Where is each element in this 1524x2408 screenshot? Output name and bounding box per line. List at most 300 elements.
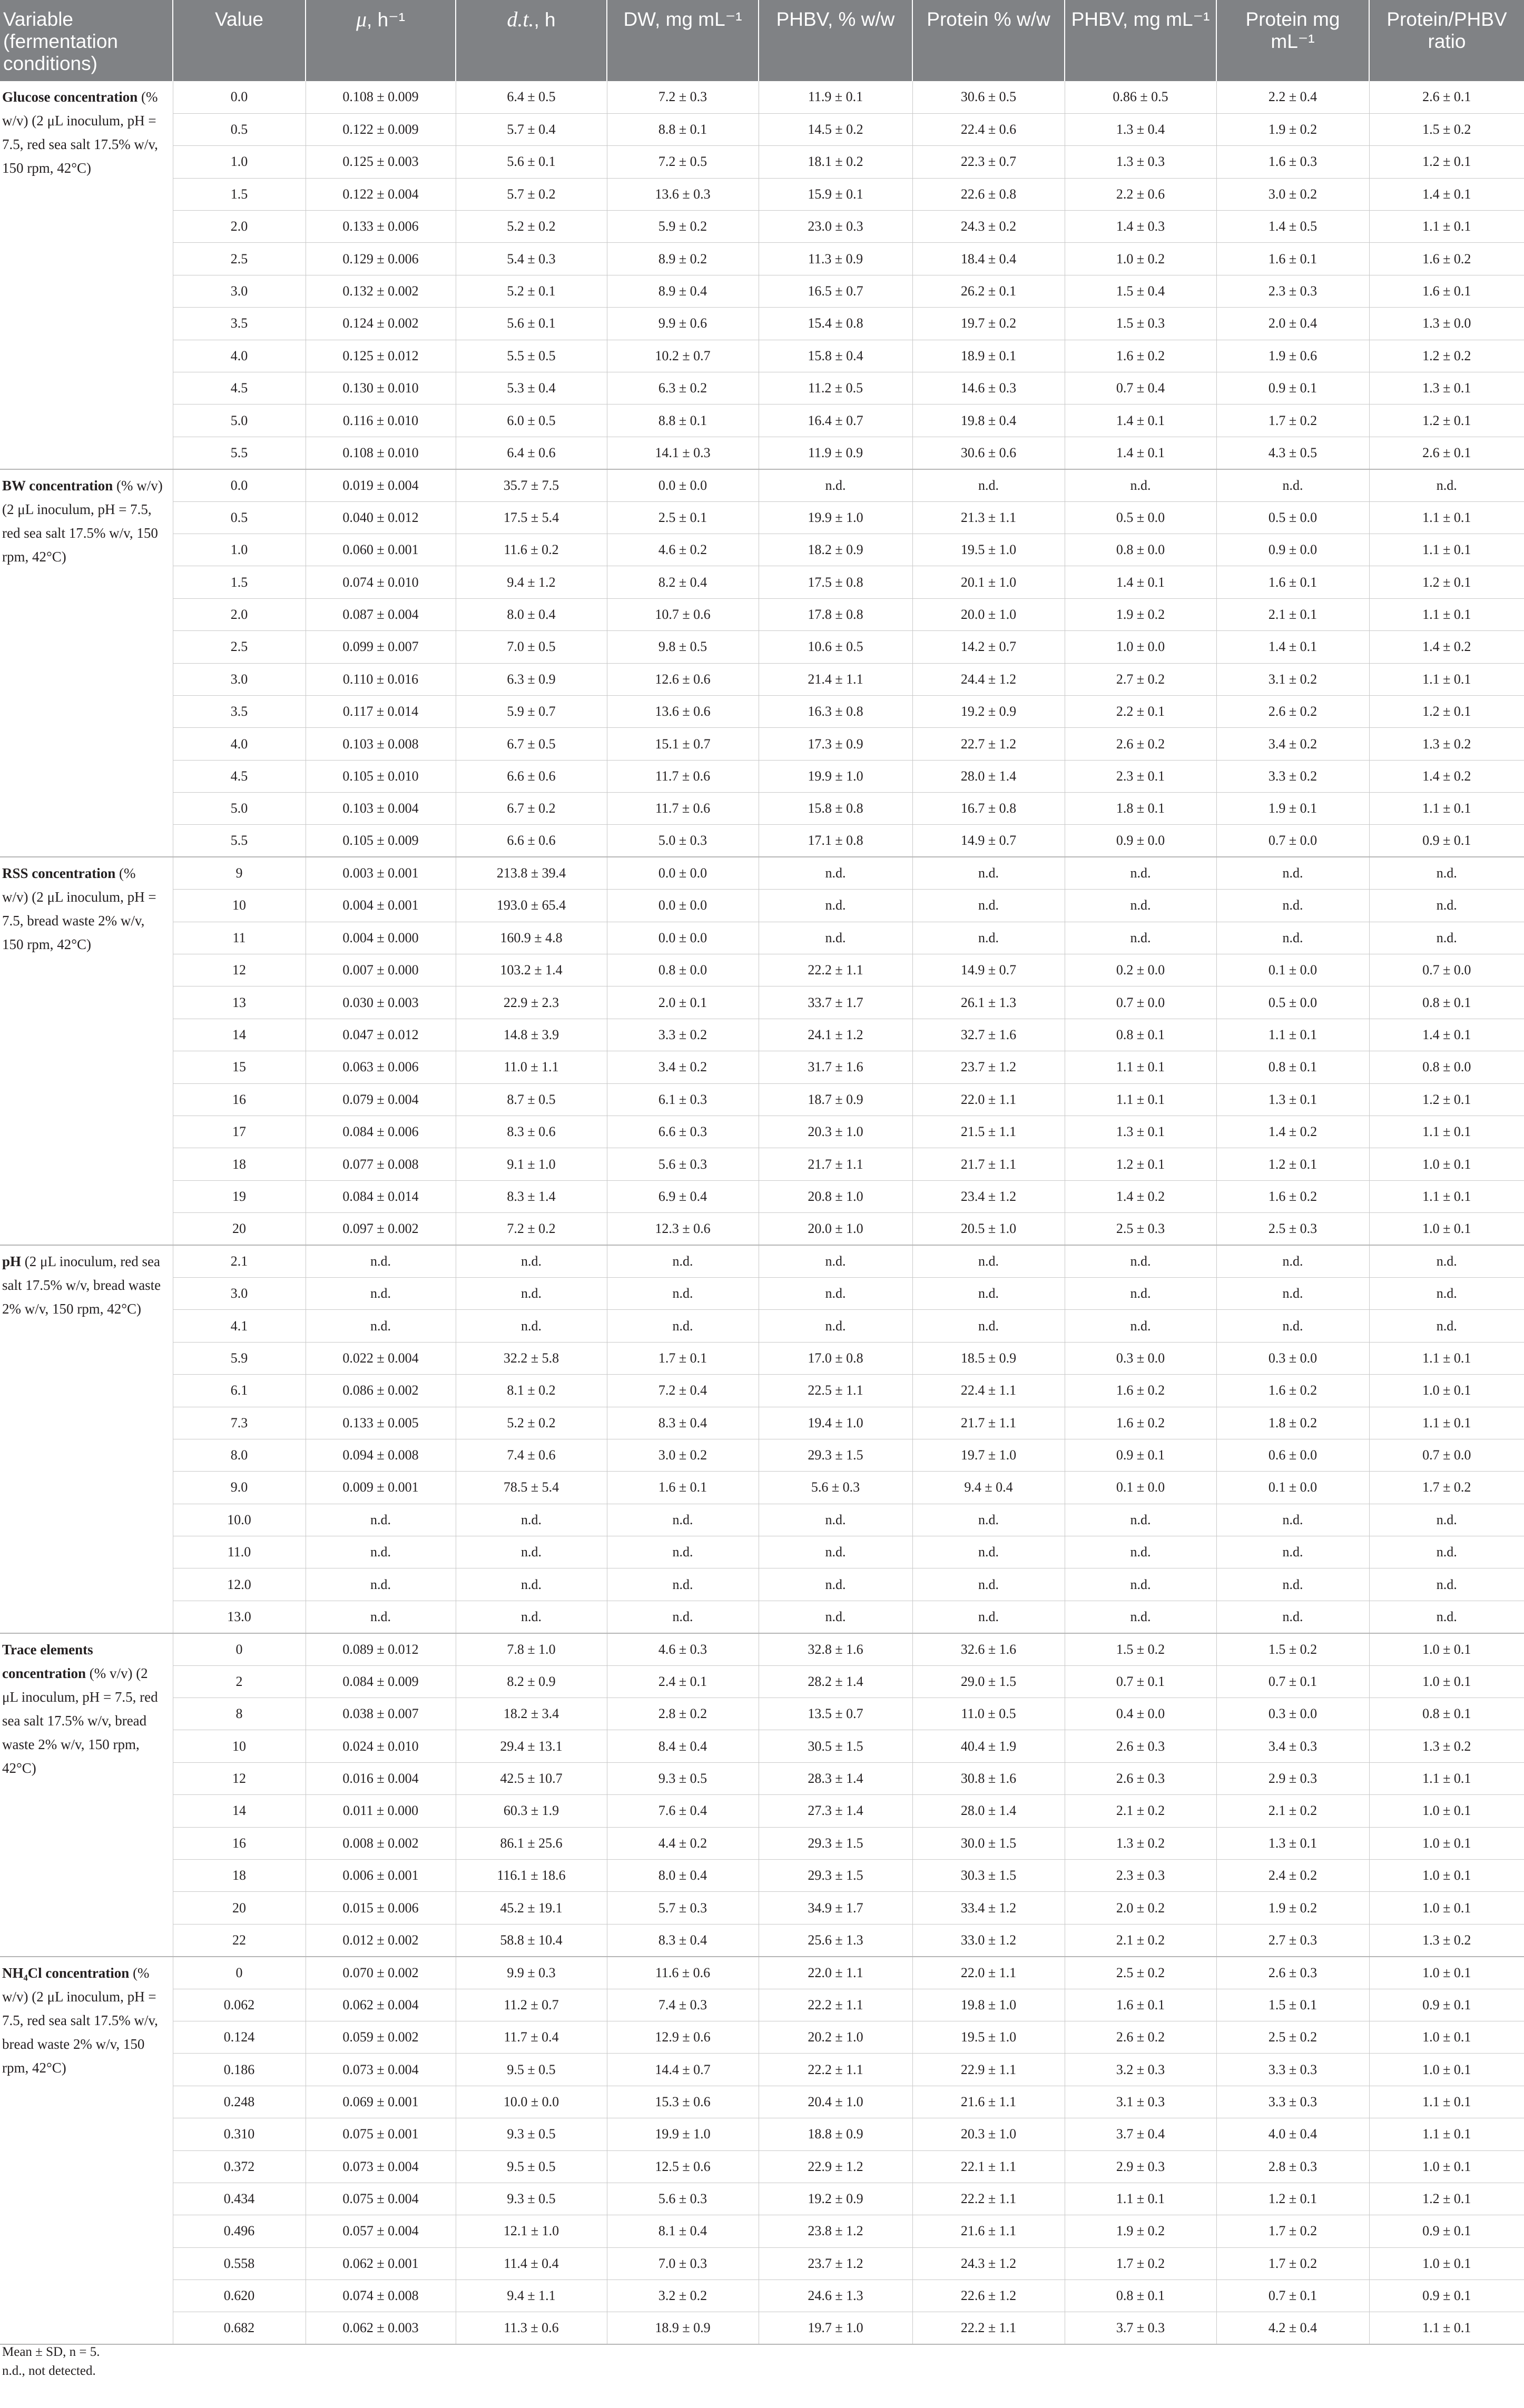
data-cell: 14.4 ± 0.7: [607, 2054, 759, 2086]
data-cell: 0.4 ± 0.0: [1065, 1698, 1216, 1730]
data-cell: 1.3 ± 0.3: [1065, 146, 1216, 178]
data-cell: 14.9 ± 0.7: [912, 954, 1065, 986]
data-cell: 12.1 ± 1.0: [456, 2215, 607, 2247]
data-cell: 11.7 ± 0.4: [456, 2021, 607, 2053]
column-header-2: μ, h⁻¹: [306, 0, 456, 81]
data-cell: 30.6 ± 0.5: [912, 81, 1065, 113]
data-cell: n.d.: [1065, 1601, 1216, 1633]
data-cell: 6.0 ± 0.5: [456, 404, 607, 437]
data-cell: 0.7 ± 0.1: [1216, 1665, 1369, 1698]
data-cell: 2.3 ± 0.1: [1065, 760, 1216, 792]
data-cell: n.d.: [759, 1536, 912, 1568]
data-cell: 0.008 ± 0.002: [306, 1827, 456, 1859]
data-cell: 4.6 ± 0.3: [607, 1633, 759, 1665]
data-cell: 5.7 ± 0.2: [456, 178, 607, 210]
value-cell: 0.0: [173, 81, 306, 113]
data-cell: 1.6 ± 0.2: [1065, 340, 1216, 372]
data-cell: 28.2 ± 1.4: [759, 1665, 912, 1698]
data-cell: 3.0 ± 0.2: [1216, 178, 1369, 210]
table-row: [0, 2312, 1524, 2344]
data-cell: 3.7 ± 0.4: [1065, 2118, 1216, 2150]
data-cell: 0.030 ± 0.003: [306, 986, 456, 1019]
data-cell: 2.1 ± 0.2: [1065, 1924, 1216, 1956]
data-cell: 34.9 ± 1.7: [759, 1892, 912, 1924]
data-cell: 8.9 ± 0.4: [607, 275, 759, 307]
table-row: [0, 1989, 1524, 2021]
data-cell: 15.4 ± 0.8: [759, 308, 912, 340]
table-row: [0, 534, 1524, 566]
data-cell: n.d.: [759, 890, 912, 922]
table-row: [0, 1827, 1524, 1859]
data-cell: n.d.: [912, 890, 1065, 922]
data-cell: 0.5 ± 0.0: [1065, 501, 1216, 534]
data-cell: 4.2 ± 0.4: [1216, 2312, 1369, 2344]
data-cell: 24.1 ± 1.2: [759, 1019, 912, 1051]
data-cell: 2.2 ± 0.1: [1065, 695, 1216, 727]
data-cell: 10.2 ± 0.7: [607, 340, 759, 372]
value-cell: 0.372: [173, 2150, 306, 2183]
data-cell: 23.8 ± 1.2: [759, 2215, 912, 2247]
data-cell: 1.2 ± 0.1: [1216, 1148, 1369, 1180]
data-cell: 24.6 ± 1.3: [759, 2280, 912, 2312]
data-cell: 0.012 ± 0.002: [306, 1924, 456, 1956]
data-cell: n.d.: [306, 1536, 456, 1568]
data-cell: n.d.: [912, 1504, 1065, 1536]
table-row: [0, 598, 1524, 630]
data-cell: 6.4 ± 0.5: [456, 81, 607, 113]
data-cell: 5.9 ± 0.7: [456, 695, 607, 727]
data-cell: 6.1 ± 0.3: [607, 1083, 759, 1116]
data-cell: 22.2 ± 1.1: [759, 2054, 912, 2086]
data-cell: 29.4 ± 13.1: [456, 1730, 607, 1762]
data-cell: n.d.: [456, 1310, 607, 1342]
variable-cell: [0, 1245, 173, 1633]
data-cell: 0.7 ± 0.1: [1216, 2280, 1369, 2312]
variable-condition: (% w/v) (2 μL inoculum, pH = 7.5, red sea salt 17.5% w/v, 150 rpm, 42°C): [2, 89, 158, 176]
data-cell: 1.0 ± 0.1: [1369, 2150, 1524, 2183]
data-cell: 0.024 ± 0.010: [306, 1730, 456, 1762]
table-row: [0, 1601, 1524, 1633]
data-cell: 1.1 ± 0.1: [1369, 2312, 1524, 2344]
variable-name: Trace elements concentration: [2, 1641, 93, 1681]
data-cell: 9.9 ± 0.6: [607, 308, 759, 340]
data-cell: 1.5 ± 0.4: [1065, 275, 1216, 307]
table-row: [0, 1180, 1524, 1212]
value-cell: 10.0: [173, 1504, 306, 1536]
table-row: [0, 1213, 1524, 1245]
data-cell: 0.122 ± 0.009: [306, 113, 456, 145]
footnote-mean-sd: Mean ± SD, n = 5.: [2, 2345, 100, 2359]
data-cell: 6.9 ± 0.4: [607, 1180, 759, 1212]
data-cell: 8.3 ± 1.4: [456, 1180, 607, 1212]
data-cell: 0.084 ± 0.014: [306, 1180, 456, 1212]
data-cell: 1.9 ± 0.2: [1065, 2215, 1216, 2247]
data-cell: 0.8 ± 0.1: [1216, 1051, 1369, 1083]
column-header-1: Value: [173, 0, 306, 81]
data-cell: n.d.: [306, 1310, 456, 1342]
table-row: [0, 566, 1524, 598]
data-cell: 23.7 ± 1.2: [759, 2247, 912, 2279]
data-cell: 27.3 ± 1.4: [759, 1795, 912, 1827]
variable-condition: (% v/v) (2 μL inoculum, pH = 7.5, red sea salt 17.5% w/v, bread waste 2% w/v, 150 rpm, 42°C): [2, 1665, 158, 1776]
data-cell: 11.4 ± 0.4: [456, 2247, 607, 2279]
data-cell: 5.9 ± 0.2: [607, 211, 759, 243]
table-row: [0, 1342, 1524, 1374]
data-cell: 0.040 ± 0.012: [306, 501, 456, 534]
data-cell: 19.9 ± 1.0: [607, 2118, 759, 2150]
data-cell: 0.108 ± 0.009: [306, 81, 456, 113]
data-cell: 0.084 ± 0.006: [306, 1116, 456, 1148]
column-header-4: DW, mg mL⁻¹: [607, 0, 759, 81]
data-cell: n.d.: [306, 1504, 456, 1536]
data-cell: 0.9 ± 0.1: [1216, 372, 1369, 404]
data-cell: 2.6 ± 0.2: [1065, 728, 1216, 760]
data-cell: 8.3 ± 0.4: [607, 1407, 759, 1439]
data-cell: 1.7 ± 0.2: [1216, 2247, 1369, 2279]
data-cell: 0.122 ± 0.004: [306, 178, 456, 210]
data-cell: 0.063 ± 0.006: [306, 1051, 456, 1083]
table-row: [0, 2183, 1524, 2215]
data-cell: 1.1 ± 0.1: [1065, 1083, 1216, 1116]
data-cell: 0.110 ± 0.016: [306, 663, 456, 695]
table-row: [0, 1665, 1524, 1698]
data-cell: 0.7 ± 0.4: [1065, 372, 1216, 404]
data-cell: 1.8 ± 0.1: [1065, 793, 1216, 825]
data-cell: 2.0 ± 0.1: [607, 986, 759, 1019]
data-cell: 1.5 ± 0.3: [1065, 308, 1216, 340]
data-cell: 18.8 ± 0.9: [759, 2118, 912, 2150]
data-cell: 0.117 ± 0.014: [306, 695, 456, 727]
data-cell: 1.6 ± 0.2: [1369, 243, 1524, 275]
data-cell: 1.0 ± 0.1: [1369, 1957, 1524, 1989]
data-cell: 22.9 ± 2.3: [456, 986, 607, 1019]
data-cell: 0.074 ± 0.010: [306, 566, 456, 598]
value-cell: 8.0: [173, 1439, 306, 1471]
data-cell: 0.057 ± 0.004: [306, 2215, 456, 2247]
table-row: [0, 1762, 1524, 1794]
data-cell: 2.1 ± 0.2: [1065, 1795, 1216, 1827]
data-cell: 0.047 ± 0.012: [306, 1019, 456, 1051]
data-cell: 0.011 ± 0.000: [306, 1795, 456, 1827]
data-cell: 0.7 ± 0.0: [1065, 986, 1216, 1019]
data-cell: 2.5 ± 0.3: [1065, 1213, 1216, 1245]
data-cell: 0.5 ± 0.0: [1216, 501, 1369, 534]
data-cell: 2.6 ± 0.2: [1216, 695, 1369, 727]
column-header-9: Protein/PHBV ratio: [1369, 0, 1524, 81]
data-cell: 8.1 ± 0.2: [456, 1375, 607, 1407]
data-cell: 7.0 ± 0.3: [607, 2247, 759, 2279]
value-cell: 20: [173, 1892, 306, 1924]
data-cell: 21.4 ± 1.1: [759, 663, 912, 695]
data-cell: 2.2 ± 0.6: [1065, 178, 1216, 210]
data-cell: 1.1 ± 0.1: [1369, 501, 1524, 534]
data-cell: 2.8 ± 0.3: [1216, 2150, 1369, 2183]
value-cell: 3.0: [173, 275, 306, 307]
data-cell: 3.7 ± 0.3: [1065, 2312, 1216, 2344]
data-cell: n.d.: [607, 1536, 759, 1568]
value-cell: 2.1: [173, 1245, 306, 1277]
table-row: [0, 922, 1524, 954]
data-cell: 1.6 ± 0.1: [1216, 243, 1369, 275]
value-cell: 2.5: [173, 631, 306, 663]
data-cell: 1.1 ± 0.1: [1369, 1180, 1524, 1212]
data-cell: 5.7 ± 0.4: [456, 113, 607, 145]
data-cell: 2.5 ± 0.3: [1216, 1213, 1369, 1245]
table-row: [0, 825, 1524, 857]
value-cell: 9: [173, 857, 306, 889]
data-cell: 1.3 ± 0.1: [1216, 1083, 1369, 1116]
data-cell: 12.6 ± 0.6: [607, 663, 759, 695]
data-cell: 1.0 ± 0.1: [1369, 1633, 1524, 1665]
value-cell: 15: [173, 1051, 306, 1083]
data-cell: 22.2 ± 1.1: [759, 954, 912, 986]
data-cell: 1.2 ± 0.1: [1065, 1148, 1216, 1180]
data-cell: 30.5 ± 1.5: [759, 1730, 912, 1762]
data-cell: 21.7 ± 1.1: [759, 1148, 912, 1180]
data-cell: 3.3 ± 0.3: [1216, 2054, 1369, 2086]
data-cell: 1.1 ± 0.1: [1369, 2086, 1524, 2118]
data-cell: 5.6 ± 0.3: [607, 1148, 759, 1180]
data-cell: n.d.: [306, 1277, 456, 1309]
value-cell: 0: [173, 1957, 306, 1989]
data-cell: 0.108 ± 0.010: [306, 437, 456, 469]
data-cell: 5.4 ± 0.3: [456, 243, 607, 275]
data-cell: 0.8 ± 0.0: [1369, 1051, 1524, 1083]
data-cell: 20.2 ± 1.0: [759, 2021, 912, 2053]
data-cell: 0.124 ± 0.002: [306, 308, 456, 340]
table-row: [0, 1472, 1524, 1504]
variable-cell: [0, 1633, 173, 1957]
data-cell: 22.0 ± 1.1: [759, 1957, 912, 1989]
data-cell: 19.9 ± 1.0: [759, 760, 912, 792]
data-cell: 0.116 ± 0.010: [306, 404, 456, 437]
data-cell: 20.0 ± 1.0: [912, 598, 1065, 630]
data-cell: 1.3 ± 0.2: [1369, 728, 1524, 760]
data-cell: 1.9 ± 0.1: [1216, 793, 1369, 825]
data-cell: 15.8 ± 0.4: [759, 340, 912, 372]
data-cell: 1.0 ± 0.2: [1065, 243, 1216, 275]
data-cell: n.d.: [1216, 1310, 1369, 1342]
value-cell: 6.1: [173, 1375, 306, 1407]
data-cell: n.d.: [912, 1536, 1065, 1568]
data-cell: 22.0 ± 1.1: [912, 1083, 1065, 1116]
data-cell: 1.2 ± 0.1: [1369, 404, 1524, 437]
value-cell: 14: [173, 1795, 306, 1827]
table-row: [0, 1439, 1524, 1471]
value-cell: 18: [173, 1148, 306, 1180]
data-cell: 11.9 ± 0.9: [759, 437, 912, 469]
data-cell: 2.1 ± 0.2: [1216, 1795, 1369, 1827]
data-cell: 7.4 ± 0.3: [607, 1989, 759, 2021]
data-cell: 10.0 ± 0.0: [456, 2086, 607, 2118]
data-cell: 0.1 ± 0.0: [1216, 1472, 1369, 1504]
data-cell: 1.0 ± 0.1: [1369, 1859, 1524, 1891]
data-cell: 32.6 ± 1.6: [912, 1633, 1065, 1665]
data-cell: 2.8 ± 0.2: [607, 1698, 759, 1730]
data-cell: 58.8 ± 10.4: [456, 1924, 607, 1956]
data-cell: 1.6 ± 0.3: [1216, 146, 1369, 178]
table-row: [0, 1310, 1524, 1342]
data-cell: 1.3 ± 0.1: [1369, 372, 1524, 404]
table-row: [0, 1019, 1524, 1051]
value-cell: 22: [173, 1924, 306, 1956]
data-cell: 60.3 ± 1.9: [456, 1795, 607, 1827]
data-cell: 30.0 ± 1.5: [912, 1827, 1065, 1859]
value-cell: 2.0: [173, 598, 306, 630]
data-cell: n.d.: [306, 1245, 456, 1277]
value-cell: 0: [173, 1633, 306, 1665]
data-cell: 0.075 ± 0.004: [306, 2183, 456, 2215]
table-row: [0, 1795, 1524, 1827]
data-cell: 9.4 ± 1.1: [456, 2280, 607, 2312]
data-cell: 0.094 ± 0.008: [306, 1439, 456, 1471]
data-cell: 0.097 ± 0.002: [306, 1213, 456, 1245]
data-cell: 11.2 ± 0.7: [456, 1989, 607, 2021]
data-cell: 4.4 ± 0.2: [607, 1827, 759, 1859]
data-cell: n.d.: [1216, 1568, 1369, 1601]
data-cell: 12.3 ± 0.6: [607, 1213, 759, 1245]
data-cell: n.d.: [1216, 857, 1369, 889]
data-cell: 19.5 ± 1.0: [912, 2021, 1065, 2053]
data-cell: 0.7 ± 0.0: [1369, 954, 1524, 986]
value-cell: 0.062: [173, 1989, 306, 2021]
value-cell: 2.5: [173, 243, 306, 275]
value-cell: 2: [173, 1665, 306, 1698]
data-cell: n.d.: [759, 1245, 912, 1277]
data-cell: n.d.: [456, 1504, 607, 1536]
data-cell: 0.7 ± 0.1: [1065, 1665, 1216, 1698]
data-cell: 3.0 ± 0.2: [607, 1439, 759, 1471]
data-cell: n.d.: [1369, 1504, 1524, 1536]
table-footnotes: [2, 2343, 100, 2381]
data-cell: 22.6 ± 0.8: [912, 178, 1065, 210]
data-cell: n.d.: [1065, 890, 1216, 922]
data-cell: 2.2 ± 0.4: [1216, 81, 1369, 113]
data-cell: 1.8 ± 0.2: [1216, 1407, 1369, 1439]
table-row: [0, 1051, 1524, 1083]
column-header-3: d.t., h: [456, 0, 607, 81]
data-cell: 4.6 ± 0.2: [607, 534, 759, 566]
data-cell: 1.1 ± 0.1: [1065, 1051, 1216, 1083]
data-cell: 2.0 ± 0.2: [1065, 1892, 1216, 1924]
data-cell: 3.4 ± 0.2: [1216, 728, 1369, 760]
table-row: [0, 275, 1524, 307]
data-cell: n.d.: [1065, 857, 1216, 889]
data-cell: 11.0 ± 1.1: [456, 1051, 607, 1083]
data-cell: 6.4 ± 0.6: [456, 437, 607, 469]
data-cell: n.d.: [1216, 1245, 1369, 1277]
data-cell: 21.6 ± 1.1: [912, 2215, 1065, 2247]
data-cell: 1.1 ± 0.1: [1369, 1116, 1524, 1148]
data-cell: n.d.: [1216, 1277, 1369, 1309]
data-cell: 11.9 ± 0.1: [759, 81, 912, 113]
table-row: [0, 113, 1524, 145]
data-cell: 21.3 ± 1.1: [912, 501, 1065, 534]
data-cell: 24.3 ± 1.2: [912, 2247, 1065, 2279]
data-cell: 3.3 ± 0.2: [607, 1019, 759, 1051]
data-cell: 15.3 ± 0.6: [607, 2086, 759, 2118]
data-cell: 14.1 ± 0.3: [607, 437, 759, 469]
data-cell: 8.3 ± 0.4: [607, 1924, 759, 1956]
data-cell: 1.7 ± 0.2: [1216, 404, 1369, 437]
value-cell: 1.0: [173, 146, 306, 178]
data-cell: 2.5 ± 0.2: [1065, 1957, 1216, 1989]
data-cell: 45.2 ± 19.1: [456, 1892, 607, 1924]
table-row: [0, 1375, 1524, 1407]
data-cell: 2.0 ± 0.4: [1216, 308, 1369, 340]
value-cell: 5.5: [173, 825, 306, 857]
data-cell: 0.062 ± 0.003: [306, 2312, 456, 2344]
value-cell: 10: [173, 1730, 306, 1762]
data-cell: 12.9 ± 0.6: [607, 2021, 759, 2053]
variable-cell: [0, 857, 173, 1245]
data-cell: 14.9 ± 0.7: [912, 825, 1065, 857]
data-cell: n.d.: [607, 1601, 759, 1633]
value-cell: 4.0: [173, 340, 306, 372]
table-row: [0, 2054, 1524, 2086]
table-row: [0, 469, 1524, 501]
data-cell: 0.0 ± 0.0: [607, 857, 759, 889]
data-cell: 20.5 ± 1.0: [912, 1213, 1065, 1245]
data-cell: 20.4 ± 1.0: [759, 2086, 912, 2118]
data-cell: n.d.: [1065, 1277, 1216, 1309]
data-cell: 24.3 ± 0.2: [912, 211, 1065, 243]
table-row: [0, 1116, 1524, 1148]
data-cell: 0.103 ± 0.008: [306, 728, 456, 760]
data-cell: 2.4 ± 0.1: [607, 1665, 759, 1698]
table-row: [0, 340, 1524, 372]
data-cell: 1.9 ± 0.2: [1216, 1892, 1369, 1924]
data-cell: 1.0 ± 0.1: [1369, 1213, 1524, 1245]
data-cell: 1.6 ± 0.2: [1216, 1180, 1369, 1212]
data-cell: 14.5 ± 0.2: [759, 113, 912, 145]
data-cell: 11.7 ± 0.6: [607, 760, 759, 792]
data-cell: 20.0 ± 1.0: [759, 1213, 912, 1245]
data-cell: 2.7 ± 0.2: [1065, 663, 1216, 695]
variable-cell: [0, 469, 173, 857]
data-cell: 3.4 ± 0.2: [607, 1051, 759, 1083]
data-cell: 25.6 ± 1.3: [759, 1924, 912, 1956]
data-cell: 8.1 ± 0.4: [607, 2215, 759, 2247]
data-cell: 193.0 ± 65.4: [456, 890, 607, 922]
data-cell: 0.1 ± 0.0: [1216, 954, 1369, 986]
data-cell: 18.9 ± 0.1: [912, 340, 1065, 372]
value-cell: 3.5: [173, 695, 306, 727]
data-cell: 0.103 ± 0.004: [306, 793, 456, 825]
data-cell: 11.0 ± 0.5: [912, 1698, 1065, 1730]
data-cell: 2.6 ± 0.3: [1216, 1957, 1369, 1989]
data-cell: 21.7 ± 1.1: [912, 1148, 1065, 1180]
data-cell: 17.3 ± 0.9: [759, 728, 912, 760]
data-cell: 18.4 ± 0.4: [912, 243, 1065, 275]
data-cell: 1.2 ± 0.1: [1369, 146, 1524, 178]
data-cell: n.d.: [607, 1245, 759, 1277]
data-cell: 28.0 ± 1.4: [912, 1795, 1065, 1827]
variable-name: Glucose concentration: [2, 89, 138, 105]
data-cell: 17.0 ± 0.8: [759, 1342, 912, 1374]
data-cell: n.d.: [759, 1568, 912, 1601]
footnote-not-detected: n.d., not detected.: [2, 2364, 96, 2378]
data-cell: 17.8 ± 0.8: [759, 598, 912, 630]
value-cell: 13: [173, 986, 306, 1019]
data-cell: 19.7 ± 0.2: [912, 308, 1065, 340]
data-cell: 1.0 ± 0.1: [1369, 1827, 1524, 1859]
data-cell: 6.7 ± 0.2: [456, 793, 607, 825]
data-cell: 19.5 ± 1.0: [912, 534, 1065, 566]
data-cell: 9.4 ± 1.2: [456, 566, 607, 598]
data-cell: 8.7 ± 0.5: [456, 1083, 607, 1116]
data-cell: 2.1 ± 0.1: [1216, 598, 1369, 630]
